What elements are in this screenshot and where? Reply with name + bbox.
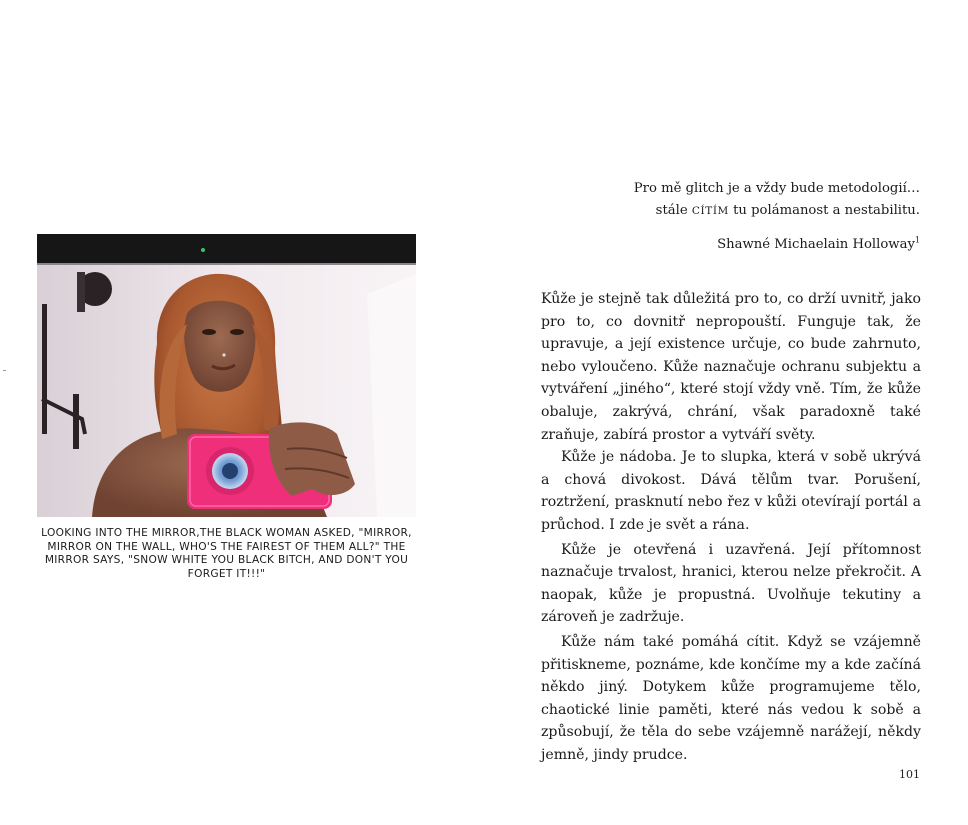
paragraph-1: Kůže je stejně tak důležitá pro to, co drží uvnitř, jako pro to, co dovnitř nepropouští. Funguje tak, že upravuje, a její existence určuje, co bude zahrnuto, nebo vyloučeno. Kůže naznačuje ochranu subjektu a vytváření „jiného“, které stojí vždy vně. Tím, že kůže obaluje, zakrývá, chrání, však paradoxně také zraňuje, zabírá prostor a vytváří světy. [541, 291, 921, 443]
paragraph-4: Kůže nám také pomáhá cítit. Když se vzájemně přitiskneme, poznáme, kde končíme my a kde začíná někdo jiný. Dotykem kůže programujeme tělo, chaotické linie paměti, které nás vedou k sobě a způsobují, že těla do sebe vzájemně narážejí, někdy jemně, jindy prudce. [541, 633, 921, 763]
epigraph-emphasis: CÍTÍM [691, 205, 729, 217]
photo [37, 234, 416, 517]
epigraph-line-2 [540, 200, 920, 222]
body-text [541, 288, 921, 766]
paragraph-3: Kůže je otevřená i uzavřená. Její přítomnost naznačuje trvalost, hranici, kterou nelze překročit. A naopak, kůže je propustná. Uvolňuje tekutiny a zároveň je zadržuje. [541, 541, 921, 626]
margin-mark [3, 370, 6, 371]
epigraph [540, 178, 920, 256]
epigraph-line-2-suffix: tu polámanost a nestabilitu. [733, 203, 920, 218]
selfie-photo-image [37, 234, 416, 517]
epigraph-line-2-prefix: stále [655, 203, 688, 218]
epigraph-attribution [540, 234, 920, 256]
paragraph-2: Kůže je nádoba. Je to slupka, která v sobě ukrývá a chová divokost. Dává tělům tvar. Porušení, roztržení, prasknutí nebo řez v kůži otevírají portál a průchod. I zde je svět a rána. [541, 449, 921, 533]
page-number: 101 [899, 768, 920, 781]
footnote-marker: 1 [914, 235, 920, 245]
photo-caption: LOOKING INTO THE MIRROR,THE BLACK WOMAN ASKED, "MIRROR, MIRROR ON THE WALL, WHO'S THE FAIREST OF THEM ALL?" THE MIRROR SAYS, "SNOW WHITE YOU BLACK BITCH, AND DON'T YOU FORGET IT!!!" [41, 527, 412, 580]
attribution-name: Shawné Michaelain Holloway [717, 237, 915, 252]
epigraph-line-1: Pro mě glitch je a vždy bude metodologií… [633, 181, 920, 196]
